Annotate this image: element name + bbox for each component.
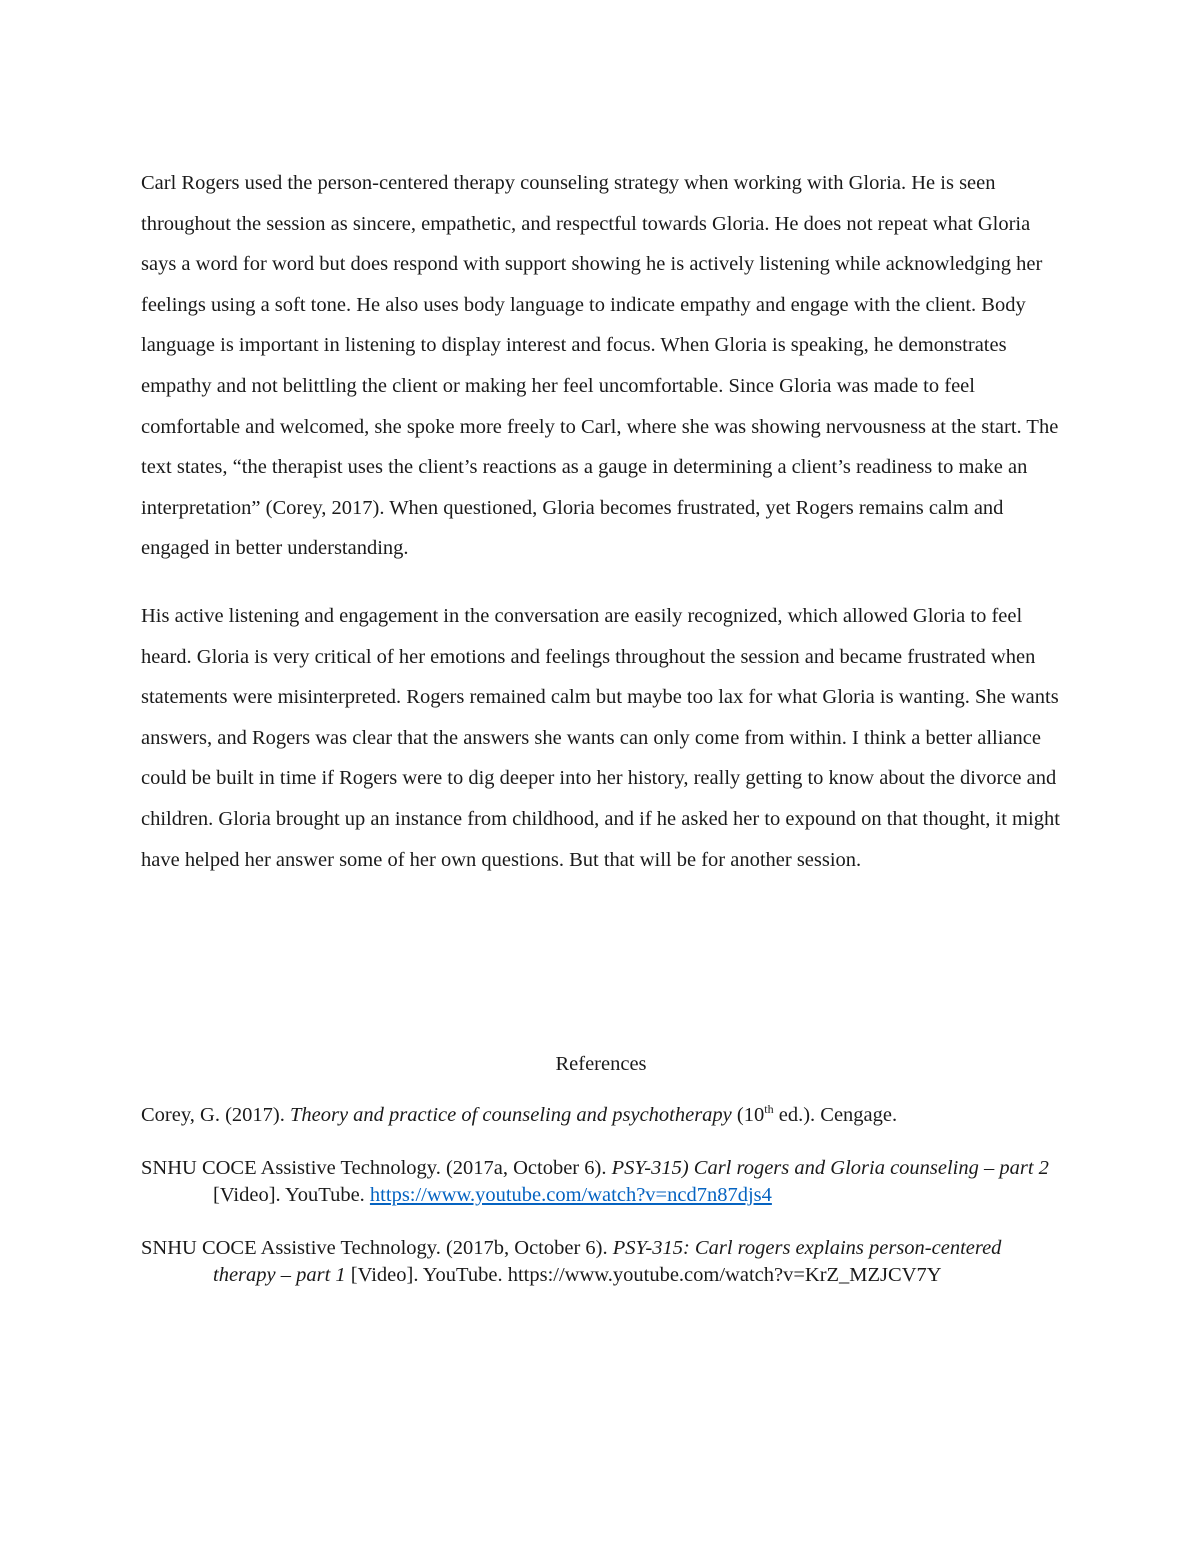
reference-entry-corey: [141, 1102, 1061, 1129]
reference-author-date: Corey, G. (2017).: [141, 1104, 290, 1126]
references-section: [141, 1046, 1061, 1315]
reference-source: [Video]. YouTube.: [345, 1264, 508, 1286]
reference-title: PSY-315) Carl rogers and Gloria counseling – part 2: [611, 1157, 1049, 1179]
reference-author-date: SNHU COCE Assistive Technology. (2017b, October 6).: [141, 1237, 613, 1259]
reference-author-date: SNHU COCE Assistive Technology. (2017a, October 6).: [141, 1157, 612, 1179]
document-body: [141, 163, 1061, 880]
reference-edition: (10: [731, 1104, 765, 1126]
reference-source: [Video]. YouTube.: [213, 1184, 370, 1206]
reference-edition-superscript: th: [764, 1102, 774, 1117]
reference-entry-video-part2: [141, 1155, 1061, 1209]
reference-url-link[interactable]: https://www.youtube.com/watch?v=ncd7n87djs4: [369, 1184, 772, 1206]
reference-title: PSY-315: Carl rogers explains person-centered therapy – part 1: [213, 1237, 1002, 1286]
reference-title: Theory and practice of counseling and psychotherapy: [289, 1104, 732, 1126]
body-paragraph-1: Carl Rogers used the person-centered therapy counseling strategy when working with Gloria. He is seen throughout the session as sincere, empathetic, and respectful towards Gloria. He does not repeat what Gloria says a word for word but does respond with support showing he is actively listening while acknowledging her feelings using a soft tone. He also uses body language to indicate empathy and engage with the client. Body language is important in listening to display interest and focus. When Gloria is speaking, he demonstrates empathy and not belittling the client or making her feel uncomfortable. Since Gloria was made to feel comfortable and welcomed, she spoke more freely to Carl, where she was showing nervousness at the start. The text states, “the therapist uses the client’s reactions as a gauge in determining a client’s readiness to make an interpretation” (Corey, 2017). When questioned, Gloria becomes frustrated, yet Rogers remains calm and engaged in better understanding.: [141, 172, 1059, 560]
references-heading: References: [555, 1053, 647, 1075]
reference-entry-video-part1: [141, 1235, 1061, 1289]
body-paragraph-2: His active listening and engagement in the conversation are easily recognized, which allowed Gloria to feel heard. Gloria is very critical of her emotions and feelings throughout the session and became frustrated when statements were misinterpreted. Rogers remained calm but maybe too lax for what Gloria is wanting. She wants answers, and Rogers was clear that the answers she wants can only come from within. I think a better alliance could be built in time if Rogers were to dig deeper into her history, really getting to know about the divorce and children. Gloria brought up an instance from childhood, and if he asked her to expound on that thought, it might have helped her answer some of her own questions. But that will be for another session.: [141, 604, 1060, 871]
reference-url-text: https://www.youtube.com/watch?v=KrZ_MZJCV7Y: [507, 1264, 942, 1286]
reference-publisher: ed.). Cengage.: [773, 1104, 898, 1126]
